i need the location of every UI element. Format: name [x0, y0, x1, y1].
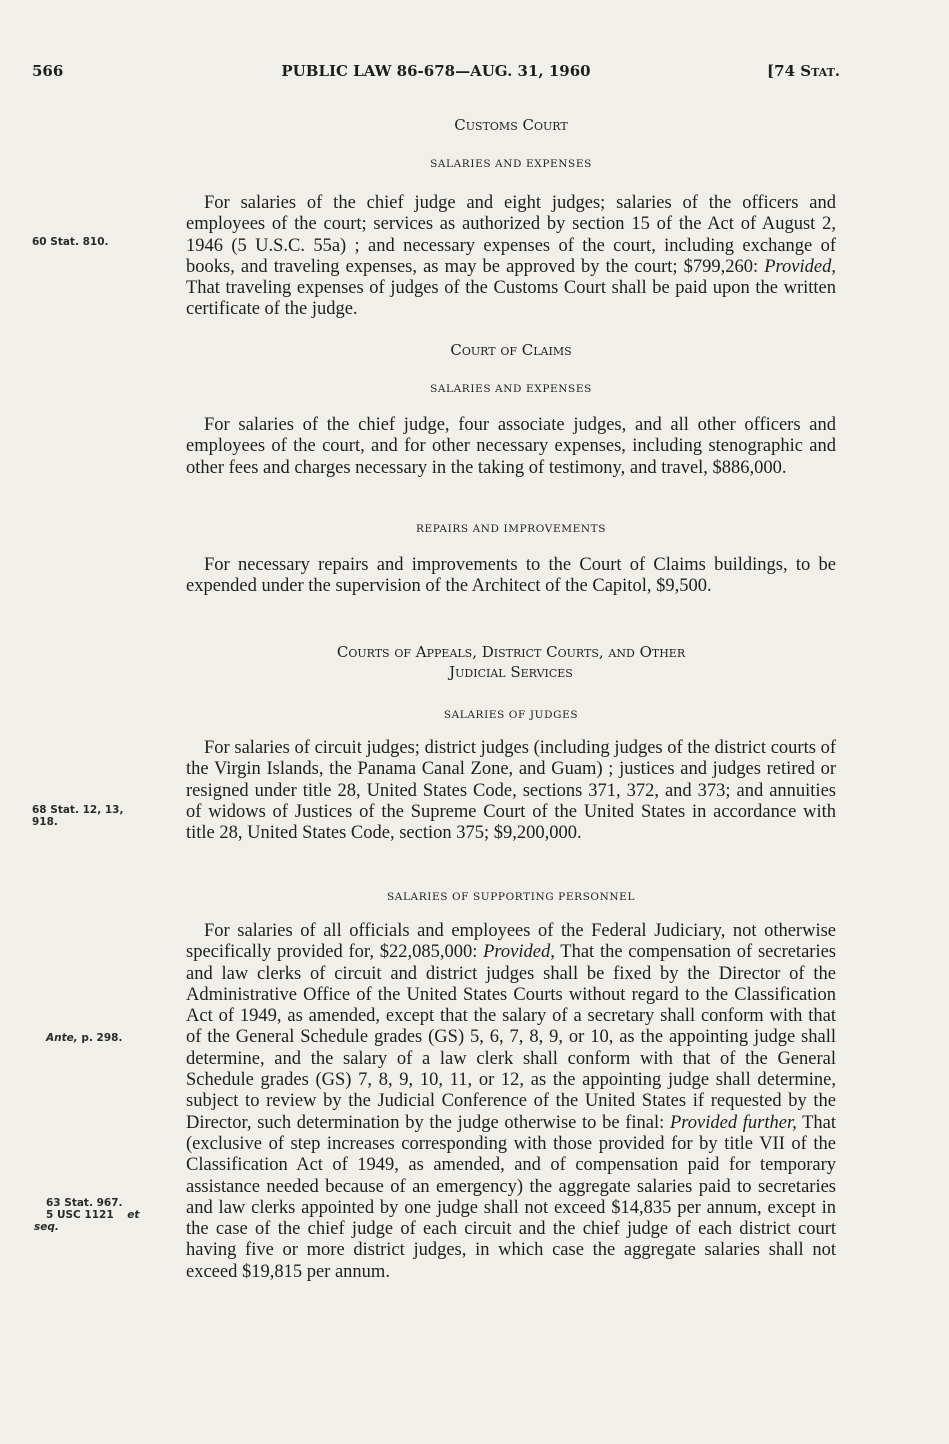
note2-line1: 68 Stat. 12, 13, [32, 804, 124, 816]
salaries-of-judges-paragraph: For salaries of circuit judges; district judges (including judges of the district courts of the Virgin Islands, the Panama Canal Zone, and Guam) ; justices and judges retired or resigned under title 28, United States Code, sections 371, 372, and 373; and annuities of widows of Justices of the Supreme Court of the United States in accordance with title 28, United States Code, section 375; $9,200,000. [186, 738, 836, 844]
salaries-of-judges-subheading: SALARIES OF JUDGES [443, 709, 579, 721]
law-title: PUBLIC LAW 86-678—AUG. 31, 1960 [281, 62, 591, 80]
personnel-text-c: That (exclusive of step increases corresponding with those provided for by title VII of the Classification Act of 1949, as amended, and of compensation paid for temporary assistance needed because of an emergency) the aggregate salaries paid to secretaries and law clerks appointed by one judge shall not exceed $14,835 per annum, except in the case of the chief judge of each circuit and the chief judge of each district court having five or more district judges, in which case the aggregate salaries shall not exceed $19,815 per annum. [186, 1112, 837, 1282]
customs-text: For salaries of the chief judge and eight judges; salaries of the officers and employees of the court; services as authorized by section 15 of the Act of August 2, 1946 (5 U.S.C. 55a) ; and necessary expenses of the court, including exchange of books, and traveling expenses, as may be approved by the court; $799,260: [186, 193, 836, 277]
customs-text-after: That traveling expenses of judges of the Customs Court shall be paid upon the written certificate of the judge. [186, 278, 836, 320]
margin-note-60-stat: 60 Stat. 810. [32, 236, 109, 248]
customs-salaries-subheading: SALARIES AND EXPENSES [430, 158, 592, 170]
provided-label-2: Provided, [483, 942, 555, 963]
page-header [32, 62, 840, 86]
repairs-paragraph: For necessary repairs and improvements to the Court of Claims buildings, to be expended under the supervision of the Architect of the Capitol, $9,500. [186, 555, 836, 597]
note4-line1: 63 Stat. 967. [46, 1197, 123, 1209]
personnel-text-a: For salaries of all officials and employees of the Federal Judiciary, not otherwise specifically provided for, $22,085,000: [186, 921, 836, 963]
statute-reference: [74 Stat. [767, 62, 840, 80]
claims-salaries-subheading: SALARIES AND EXPENSES [430, 383, 592, 395]
margin-note-ante [46, 1032, 186, 1044]
repairs-subheading: REPAIRS AND IMPROVEMENTS [415, 523, 607, 535]
note2-line2: 918. [32, 816, 58, 828]
personnel-text-b: That the compensation of secretaries and law clerks of circuit and district judges shall be fixed by the Director of the Administrative Office of the United States Courts without regard to the Classification Act of 1949, as amended, except that the salary of a secretary shall conform with that of the General Schedule grades (GS) 5, 6, 7, 8, 9, or 10, as the appointing judge shall determine, and the salary of a law clerk shall conform with that of the General Schedule grades (GS) 7, 8, 9, 10, 11, or 12, as the appointing judge shall determine, subject to review by the Judicial Conference of the United States if requested by the Director, such determination by the judge otherwise to be final: [186, 942, 836, 1133]
court-of-claims-heading: Court of Claims [450, 341, 572, 359]
page-number: 566 [32, 62, 64, 80]
note4-et: et [127, 1209, 140, 1221]
customs-court-heading: Customs Court [454, 116, 568, 134]
provided-label: Provided, [764, 256, 836, 277]
note4-seq: seq. [34, 1221, 59, 1233]
supporting-personnel-paragraph [186, 921, 836, 1283]
note4-line2: 5 USC 1121 [46, 1209, 114, 1221]
court-of-claims-paragraph: For salaries of the chief judge, four associate judges, and all other officers and employees of the court, and for other necessary expenses, including stenographic and other fees and charges necessary in the taking of testimony, and travel, $886,000. [186, 415, 836, 478]
note4-line2-wrap [46, 1209, 176, 1221]
supporting-personnel-subheading: SALARIES OF SUPPORTING PERSONNEL [386, 891, 636, 903]
provided-further-label: Provided further, [669, 1112, 797, 1133]
courts-heading-line2: Judicial Services [449, 663, 573, 681]
courts-of-appeals-heading [186, 642, 836, 682]
margin-note-68-stat [32, 804, 172, 828]
customs-court-paragraph [186, 193, 836, 321]
note3-italic: Ante, [46, 1032, 78, 1044]
courts-heading-line1: Courts of Appeals, District Courts, and Other [336, 643, 686, 661]
margin-note-63-stat [34, 1197, 176, 1233]
note3-rest: p. 298. [81, 1032, 123, 1044]
